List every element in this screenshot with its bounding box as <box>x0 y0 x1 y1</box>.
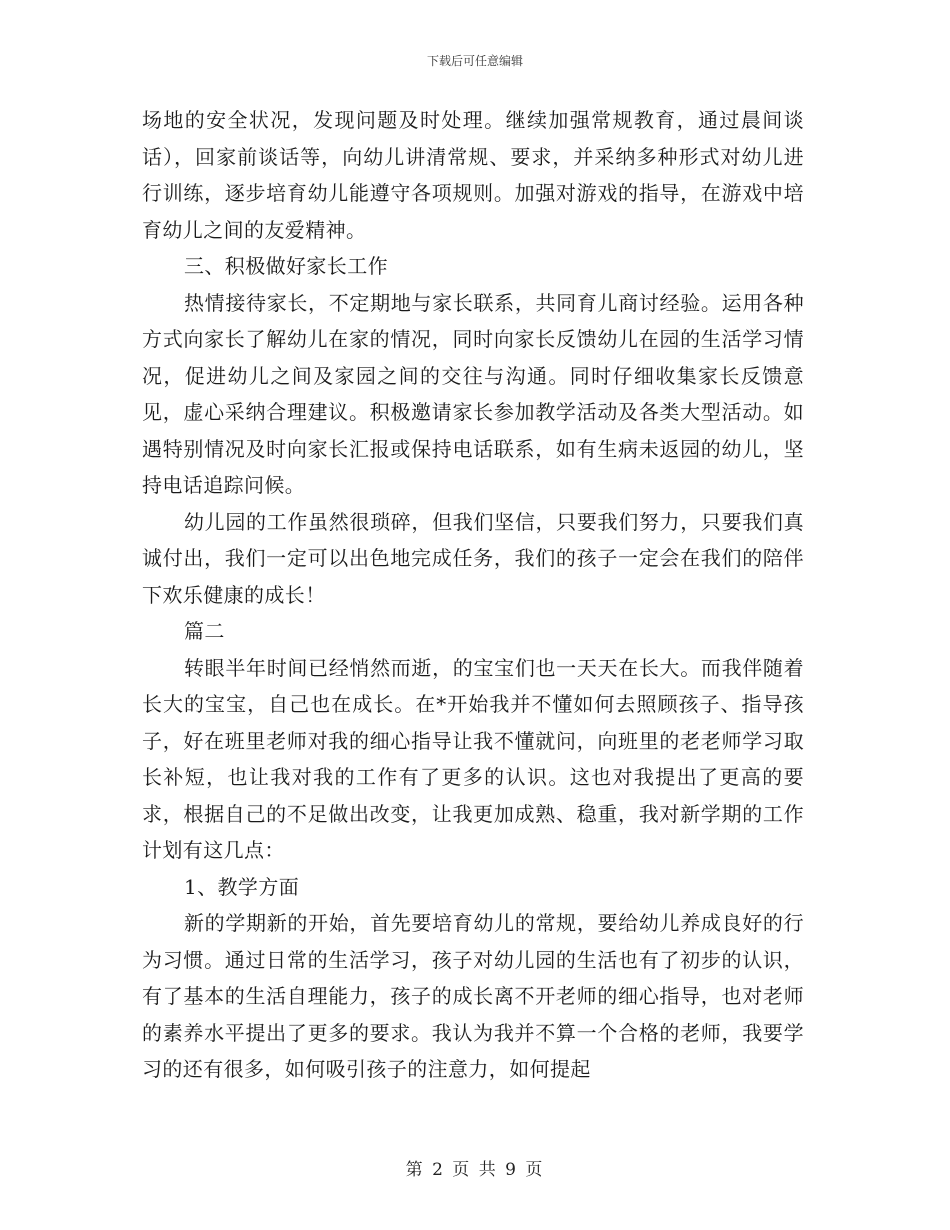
page-number-footer: 第 2 页 共 9 页 <box>405 1160 545 1180</box>
paragraph-safety-continued: 场地的安全状况，发现问题及时处理。继续加强常规教育，通过晨间谈话），回家前谈话等，向幼儿讲清常规、要求，并采纳多种形式对幼儿进行训练，逐步培育幼儿能遵守各项规则。加强对游戏的指导，在游戏中培育幼儿之间的友爱精神。 <box>142 108 804 242</box>
paragraph-conclusion: 幼儿园的工作虽然很琐碎，但我们坚信，只要我们努力，只要我们真诚付出，我们一定可以出色地完成任务，我们的孩子一定会在我们的陪伴下欢乐健康的成长！ <box>142 509 804 607</box>
document-body <box>142 102 804 1088</box>
page-header: 下载后可任意编辑 <box>426 54 523 68</box>
paragraph-teaching: 新的学期新的开始，首先要培育幼儿的常规，要给幼儿养成良好的行为习惯。通过日常的生活学习，孩子对幼儿园的生活也有了初步的认识，有了基本的生活自理能力，孩子的成长离不开老师的细心指导，也对老师的素养水平提出了更多的要求。我认为我并不算一个合格的老师，我要学习的还有很多，如何吸引孩子的注意力，如何提起 <box>142 911 804 1081</box>
paragraph-parents-work: 热情接待家长，不定期地与家长联系，共同育儿商讨经验。运用各种方式向家长了解幼儿在家的情况，同时向家长反馈幼儿在园的生活学习情况，促进幼儿之间及家园之间的交往与沟通。同时仔细收集家长反馈意见，虚心采纳合理建议。积极邀请家长参加教学活动及各类大型活动。如遇特别情况及时向家长汇报或保持电话联系，如有生病未返园的幼儿，坚持电话追踪问候。 <box>142 290 804 497</box>
paragraph-intro-part-two: 转眼半年时间已经悄然而逝，的宝宝们也一天天在长大。而我伴随着长大的宝宝，自己也在成长。在*开始我并不懂如何去照顾孩子、指导孩子，好在班里老师对我的细心指导让我不懂就问，向班里的老老师学习取长补短，也让我对我的工作有了更多的认识。这也对我提出了更高的要求，根据自己的不足做出改变，让我更加成熟、稳重，我对新学期的工作计划有这几点： <box>142 655 804 862</box>
section-heading-teaching: 1、教学方面 <box>184 874 300 899</box>
section-heading-part-two: 篇二 <box>184 619 225 643</box>
section-heading-parents: 三、积极做好家长工作 <box>184 254 388 278</box>
